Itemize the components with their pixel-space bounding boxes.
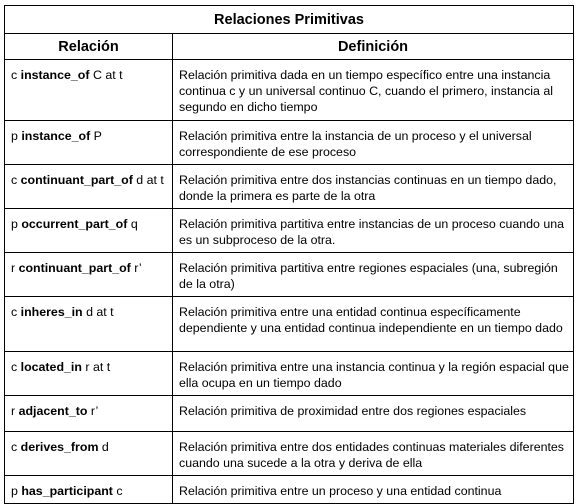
definition-cell: Relación primitiva entre dos instancias continuas en un tiempo dado, donde la primera es parte de la otra — [173, 165, 574, 209]
table-body — [5, 60, 574, 504]
relation-object: c — [112, 484, 123, 498]
table-row — [5, 165, 574, 209]
relation-cell — [5, 253, 173, 297]
relation-subject: p — [11, 129, 22, 143]
relation-cell — [5, 476, 173, 504]
table-row — [5, 209, 574, 253]
table-row — [5, 121, 574, 165]
definition-cell: Relación primitiva entre la instancia de un proceso y el universal correspondiente de ese proceso — [173, 121, 574, 165]
definition-cell: Relación primitiva entre un proceso y una entidad continua — [173, 476, 574, 504]
relation-subject: c — [11, 360, 21, 374]
table-title: Relaciones Primitivas — [5, 6, 574, 34]
relation-name: continuant_part_of — [20, 173, 133, 187]
relation-name: continuant_part_of — [18, 261, 131, 275]
relation-object: C at t — [89, 68, 123, 82]
definition-cell: Relación primitiva dada en un tiempo específico entre una instancia continua c y un universal continuo C, cuando el primero, instancia al segundo en dicho tiempo — [173, 60, 574, 121]
relation-subject: c — [11, 173, 21, 187]
relation-object: r’ — [87, 404, 99, 418]
relations-table — [4, 5, 574, 504]
relation-name: inheres_in — [20, 305, 83, 319]
relation-subject: r — [11, 261, 19, 275]
relation-subject: p — [11, 484, 22, 498]
table-row — [5, 352, 574, 396]
relation-subject: c — [11, 305, 21, 319]
relation-cell — [5, 297, 173, 352]
table-row — [5, 396, 574, 432]
definition-cell: Relación primitiva partitiva entre regiones espaciales (una, subregión de la otra) — [173, 253, 574, 297]
column-header-definition: Definición — [173, 34, 574, 60]
relation-cell — [5, 352, 173, 396]
relation-name: adjacent_to — [18, 404, 88, 418]
relation-cell — [5, 165, 173, 209]
relation-name: has_participant — [21, 484, 113, 498]
definition-cell: Relación primitiva entre una entidad continua específicamente dependiente y una entidad continua independiente en un tiempo dado — [173, 297, 574, 352]
definition-cell: Relación primitiva entre dos entidades continuas materiales diferentes cuando una sucede a la otra y deriva de ella — [173, 432, 574, 476]
relation-name: located_in — [20, 360, 82, 374]
table-row — [5, 476, 574, 504]
relations-table-container — [4, 5, 573, 504]
definition-cell: Relación primitiva de proximidad entre dos regiones espaciales — [173, 396, 574, 432]
relation-name: derives_from — [20, 440, 99, 454]
table-row — [5, 60, 574, 121]
relation-name: instance_of — [21, 129, 91, 143]
relation-cell — [5, 121, 173, 165]
relation-subject: r — [11, 404, 19, 418]
definition-cell: Relación primitiva partitiva entre instancias de un proceso cuando una es un subproceso de la otra. — [173, 209, 574, 253]
relation-cell — [5, 396, 173, 432]
relation-object: d at t — [82, 305, 114, 319]
definition-cell: Relación primitiva entre una instancia continua y la región espacial que ella ocupa en un tiempo dado — [173, 352, 574, 396]
relation-object: q — [127, 217, 138, 231]
relation-name: instance_of — [20, 68, 90, 82]
relation-cell — [5, 60, 173, 121]
relation-cell — [5, 432, 173, 476]
relation-object: d — [98, 440, 109, 454]
relation-object: r at t — [81, 360, 111, 374]
relation-cell — [5, 209, 173, 253]
relation-name: occurrent_part_of — [21, 217, 128, 231]
relation-subject: c — [11, 68, 21, 82]
column-header-relation: Relación — [5, 34, 173, 60]
table-row — [5, 297, 574, 352]
relation-subject: p — [11, 217, 22, 231]
relation-object: d at t — [132, 173, 164, 187]
relation-subject: c — [11, 440, 21, 454]
relation-object: P — [90, 129, 102, 143]
table-row — [5, 253, 574, 297]
relation-object: r’ — [130, 261, 142, 275]
table-row — [5, 432, 574, 476]
